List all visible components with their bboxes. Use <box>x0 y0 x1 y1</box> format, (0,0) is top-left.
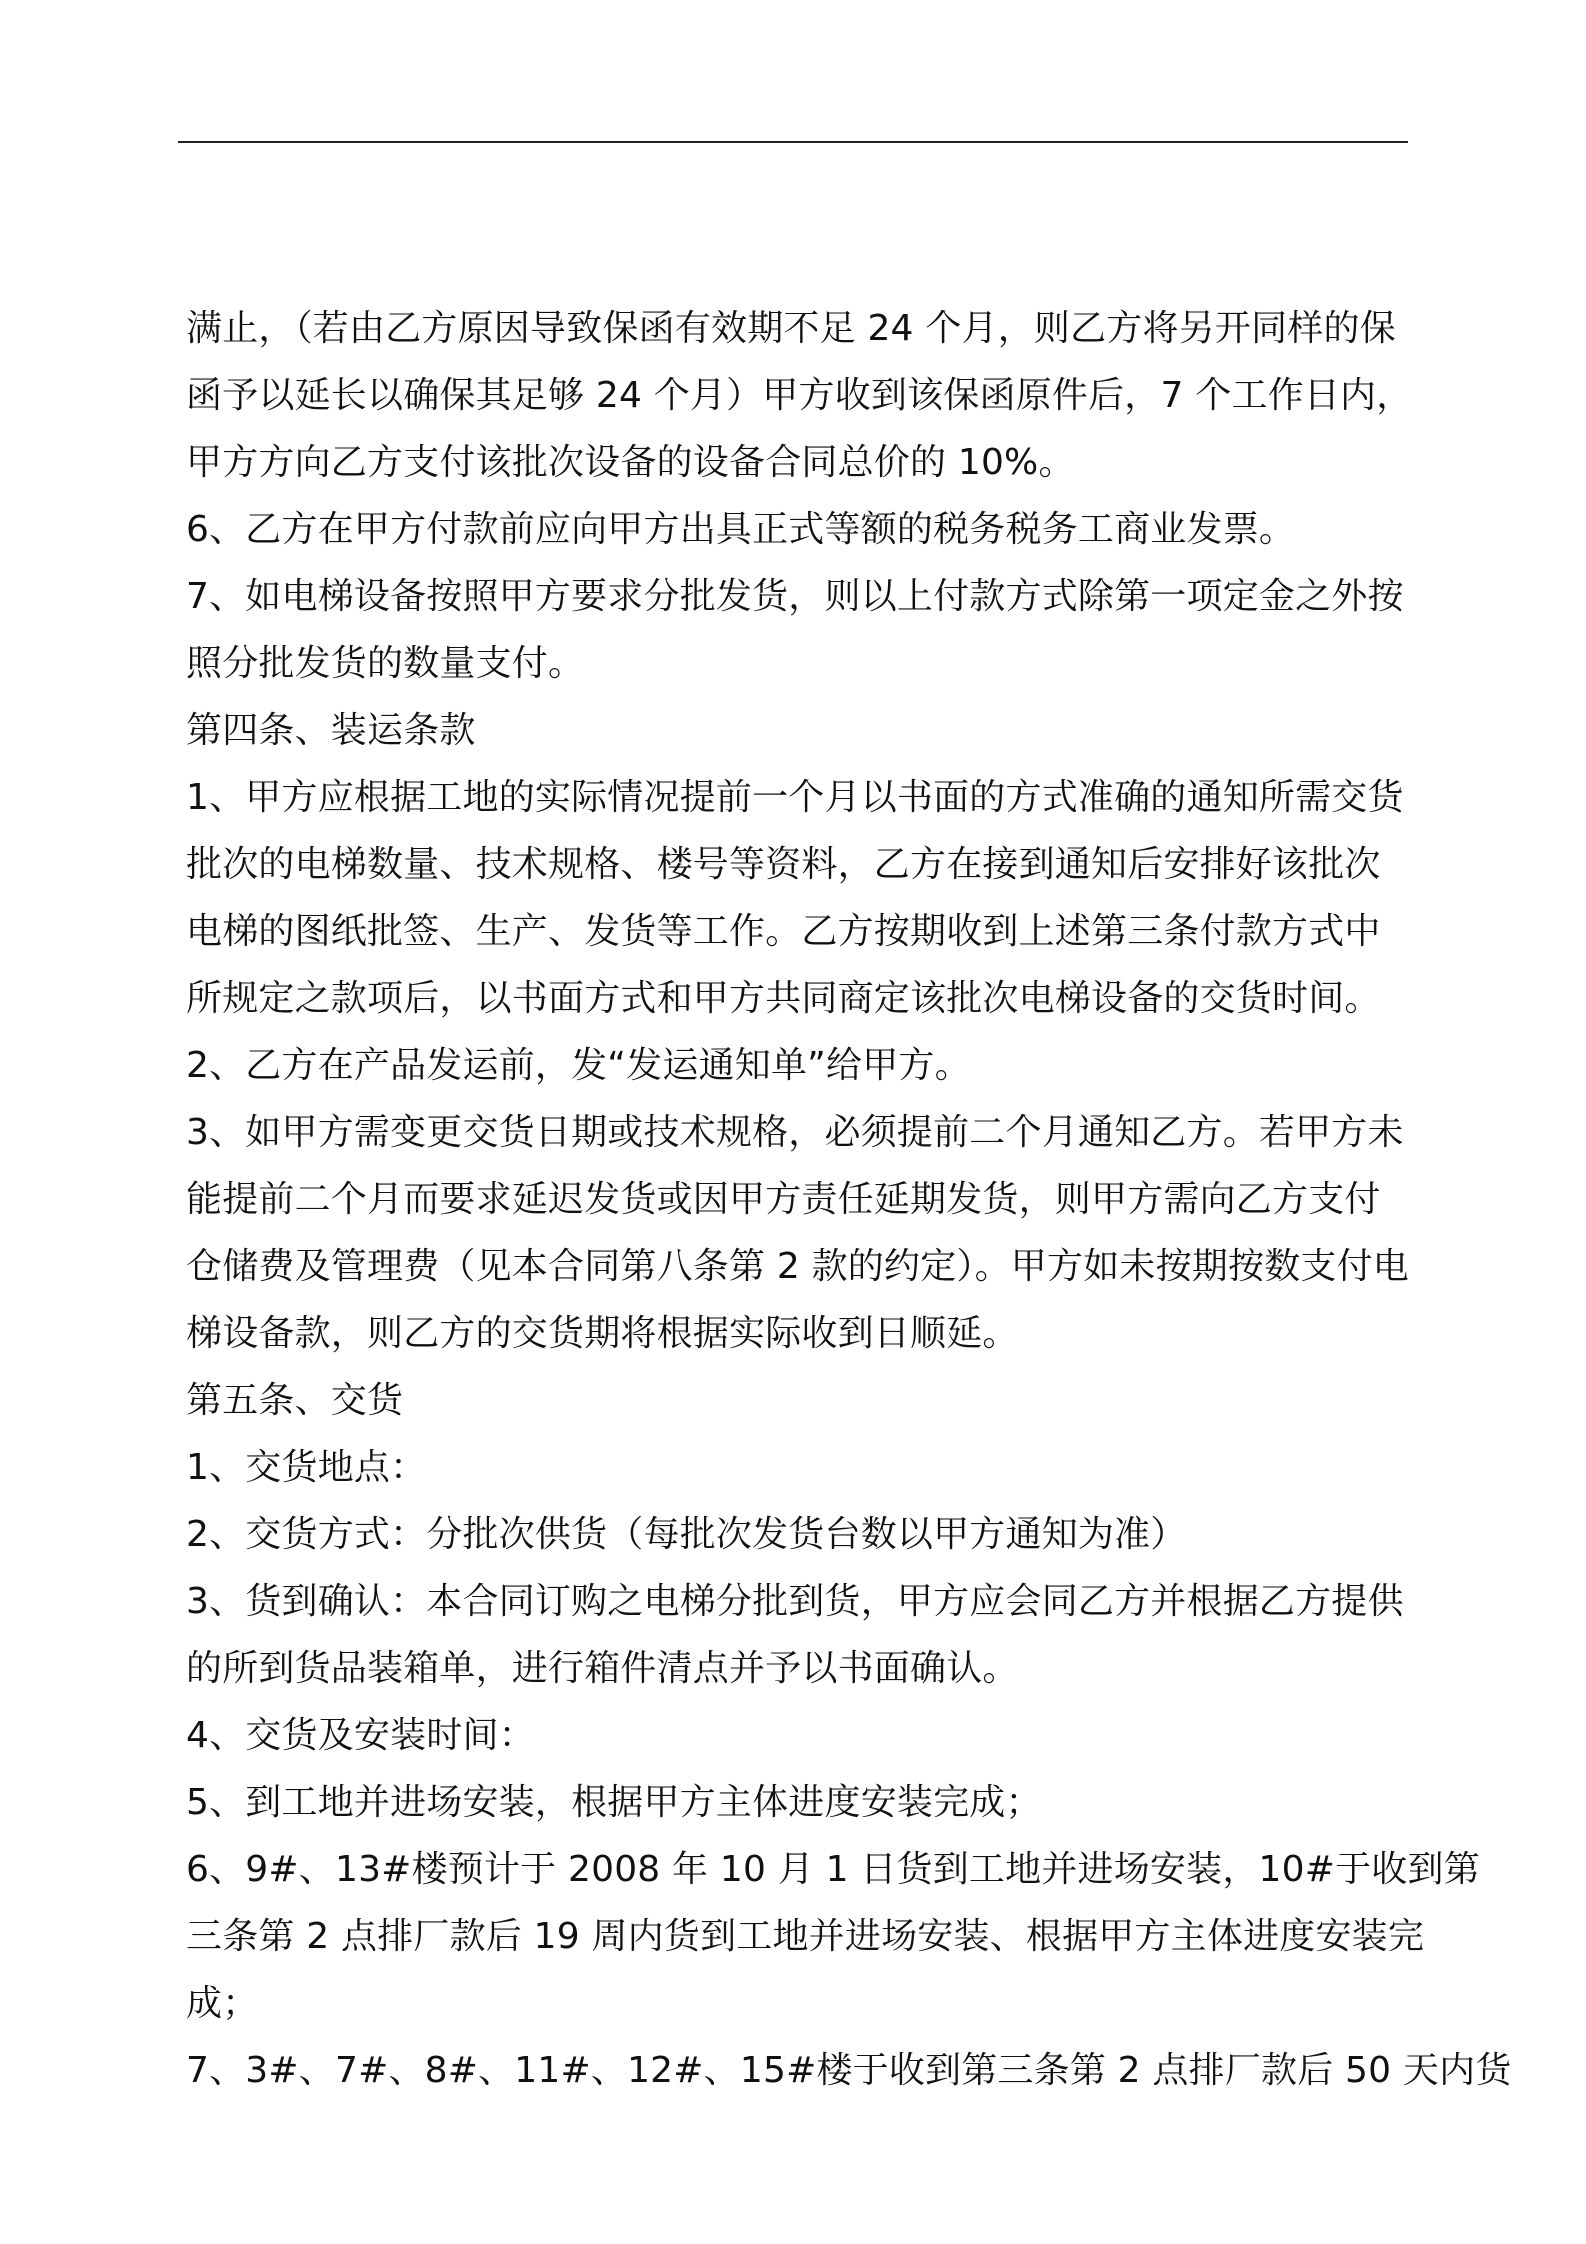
text-line: 函予以延长以确保其足够 24 个月）甲方收到该保函原件后，7 个工作日内， <box>186 375 1413 416</box>
text-line: 电梯的图纸批签、生产、发货等工作。乙方按期收到上述第三条付款方式中 <box>186 911 1381 952</box>
text-line: 甲方方向乙方支付该批次设备的设备合同总价的 10%。 <box>186 442 1075 483</box>
text-line: 4、交货及安装时间： <box>186 1715 535 1756</box>
section-heading: 第四条、装运条款 <box>186 710 476 751</box>
text-line: 能提前二个月而要求延迟发货或因甲方责任延期发货，则甲方需向乙方支付 <box>186 1179 1381 1220</box>
text-line: 6、乙方在甲方付款前应向甲方出具正式等额的税务税务工商业发票。 <box>186 509 1296 550</box>
header-rule <box>178 141 1408 143</box>
text-line: 3、如甲方需变更交货日期或技术规格，必须提前二个月通知乙方。若甲方未 <box>186 1112 1404 1153</box>
text-line: 6、9#、13#楼预计于 2008 年 10 月 1 日货到工地并进场安装，10#于收到第 <box>186 1849 1480 1890</box>
text-line: 7、如电梯设备按照甲方要求分批发货，则以上付款方式除第一项定金之外按 <box>186 576 1404 617</box>
text-line: 7、3#、7#、8#、11#、12#、15#楼于收到第三条第 2 点排厂款后 50 天内货 <box>186 2050 1512 2091</box>
text-line: 1、交货地点： <box>186 1447 427 1488</box>
text-line: 三条第 2 点排厂款后 19 周内货到工地并进场安装、根据甲方主体进度安装完 <box>186 1916 1425 1957</box>
text-line: 所规定之款项后，以书面方式和甲方共同商定该批次电梯设备的交货时间。 <box>186 978 1381 1019</box>
document-body <box>186 295 1512 2104</box>
text-line: 5、到工地并进场安装，根据甲方主体进度安装完成； <box>186 1782 1042 1823</box>
text-line: 批次的电梯数量、技术规格、楼号等资料，乙方在接到通知后安排好该批次 <box>186 844 1381 885</box>
text-line: 2、乙方在产品发运前，发“发运通知单”给甲方。 <box>186 1045 971 1086</box>
text-line: 1、甲方应根据工地的实际情况提前一个月以书面的方式准确的通知所需交货 <box>186 777 1404 818</box>
text-line: 满止，（若由乙方原因导致保函有效期不足 24 个月，则乙方将另开同样的保 <box>186 308 1396 349</box>
text-line: 3、货到确认：本合同订购之电梯分批到货，甲方应会同乙方并根据乙方提供 <box>186 1581 1404 1622</box>
text-line: 2、交货方式：分批次供货（每批次发货台数以甲方通知为准） <box>186 1514 1187 1555</box>
text-line: 成； <box>186 1983 259 2024</box>
text-line: 的所到货品装箱单，进行箱件清点并予以书面确认。 <box>186 1648 1019 1689</box>
text-line: 仓储费及管理费（见本合同第八条第 2 款的约定）。甲方如未按期按数支付电 <box>186 1246 1409 1287</box>
text-line: 照分批发货的数量支付。 <box>186 643 585 684</box>
section-heading: 第五条、交货 <box>186 1380 404 1421</box>
text-line: 梯设备款，则乙方的交货期将根据实际收到日顺延。 <box>186 1313 1019 1354</box>
